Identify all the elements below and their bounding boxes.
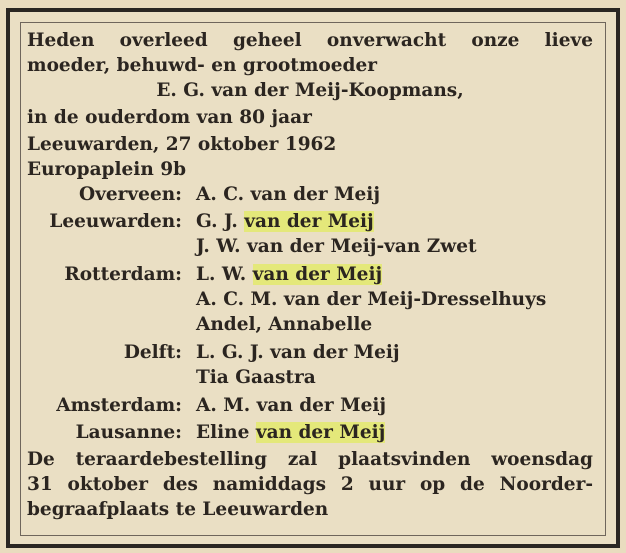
family-row (27, 393, 593, 418)
name-prefix: Eline (196, 422, 256, 443)
family-place: Overveen: (79, 184, 182, 205)
funeral-line-3: begraafplaats te Leeuwarden (27, 499, 329, 520)
family-place: Leeuwarden: (49, 211, 182, 232)
family-name: Tia Gaastra (196, 367, 316, 388)
family-names (196, 393, 593, 418)
family-names (196, 262, 593, 337)
obituary-notice (27, 28, 593, 522)
family-names (196, 182, 593, 207)
highlighted-surname: van der Meij (252, 264, 383, 285)
family-names (196, 420, 593, 445)
family-name: J. W. van der Meij-van Zwet (196, 236, 477, 257)
address-line: Europaplein 9b (27, 159, 187, 180)
family-names (196, 340, 593, 390)
intro-line-1: Heden overleed geheel onverwacht onze lieve (27, 30, 593, 51)
family-row (27, 420, 593, 445)
funeral-line-2: 31 oktober des namiddags 2 uur op de Noorder- (27, 474, 593, 495)
family-name (196, 209, 593, 234)
place-date-line: Leeuwarden, 27 oktober 1962 (27, 134, 337, 155)
family-names (196, 209, 593, 259)
family-name: A. M. van der Meij (196, 395, 387, 416)
family-place: Delft: (123, 342, 182, 363)
family-row (27, 182, 593, 207)
family-place: Amsterdam: (56, 395, 182, 416)
family-name: Andel, Annabelle (196, 314, 373, 335)
highlighted-surname: van der Meij (255, 422, 386, 443)
funeral-line-1: De teraardebestelling zal plaatsvinden woensdag (27, 449, 593, 470)
age-line: in de ouderdom van 80 jaar (27, 107, 312, 128)
family-place: Rotterdam: (64, 264, 182, 285)
family-name (196, 420, 593, 445)
intro-line-2: moeder, behuwd- en grootmoeder (27, 55, 377, 76)
name-prefix: G. J. (196, 211, 245, 232)
highlighted-surname: van der Meij (244, 211, 374, 232)
family-name (196, 262, 593, 287)
family-name: A. C. M. van der Meij-Dresselhuys (196, 289, 547, 310)
deceased-name: E. G. van der Meij-Koopmans, (156, 80, 464, 101)
family-row (27, 340, 593, 390)
family-place: Lausanne: (75, 422, 182, 443)
family-name: A. C. van der Meij (196, 184, 381, 205)
family-row (27, 209, 593, 259)
family-name: L. G. J. van der Meij (196, 342, 400, 363)
name-prefix: L. W. (196, 264, 253, 285)
notice-frame (6, 8, 620, 548)
family-row (27, 262, 593, 337)
